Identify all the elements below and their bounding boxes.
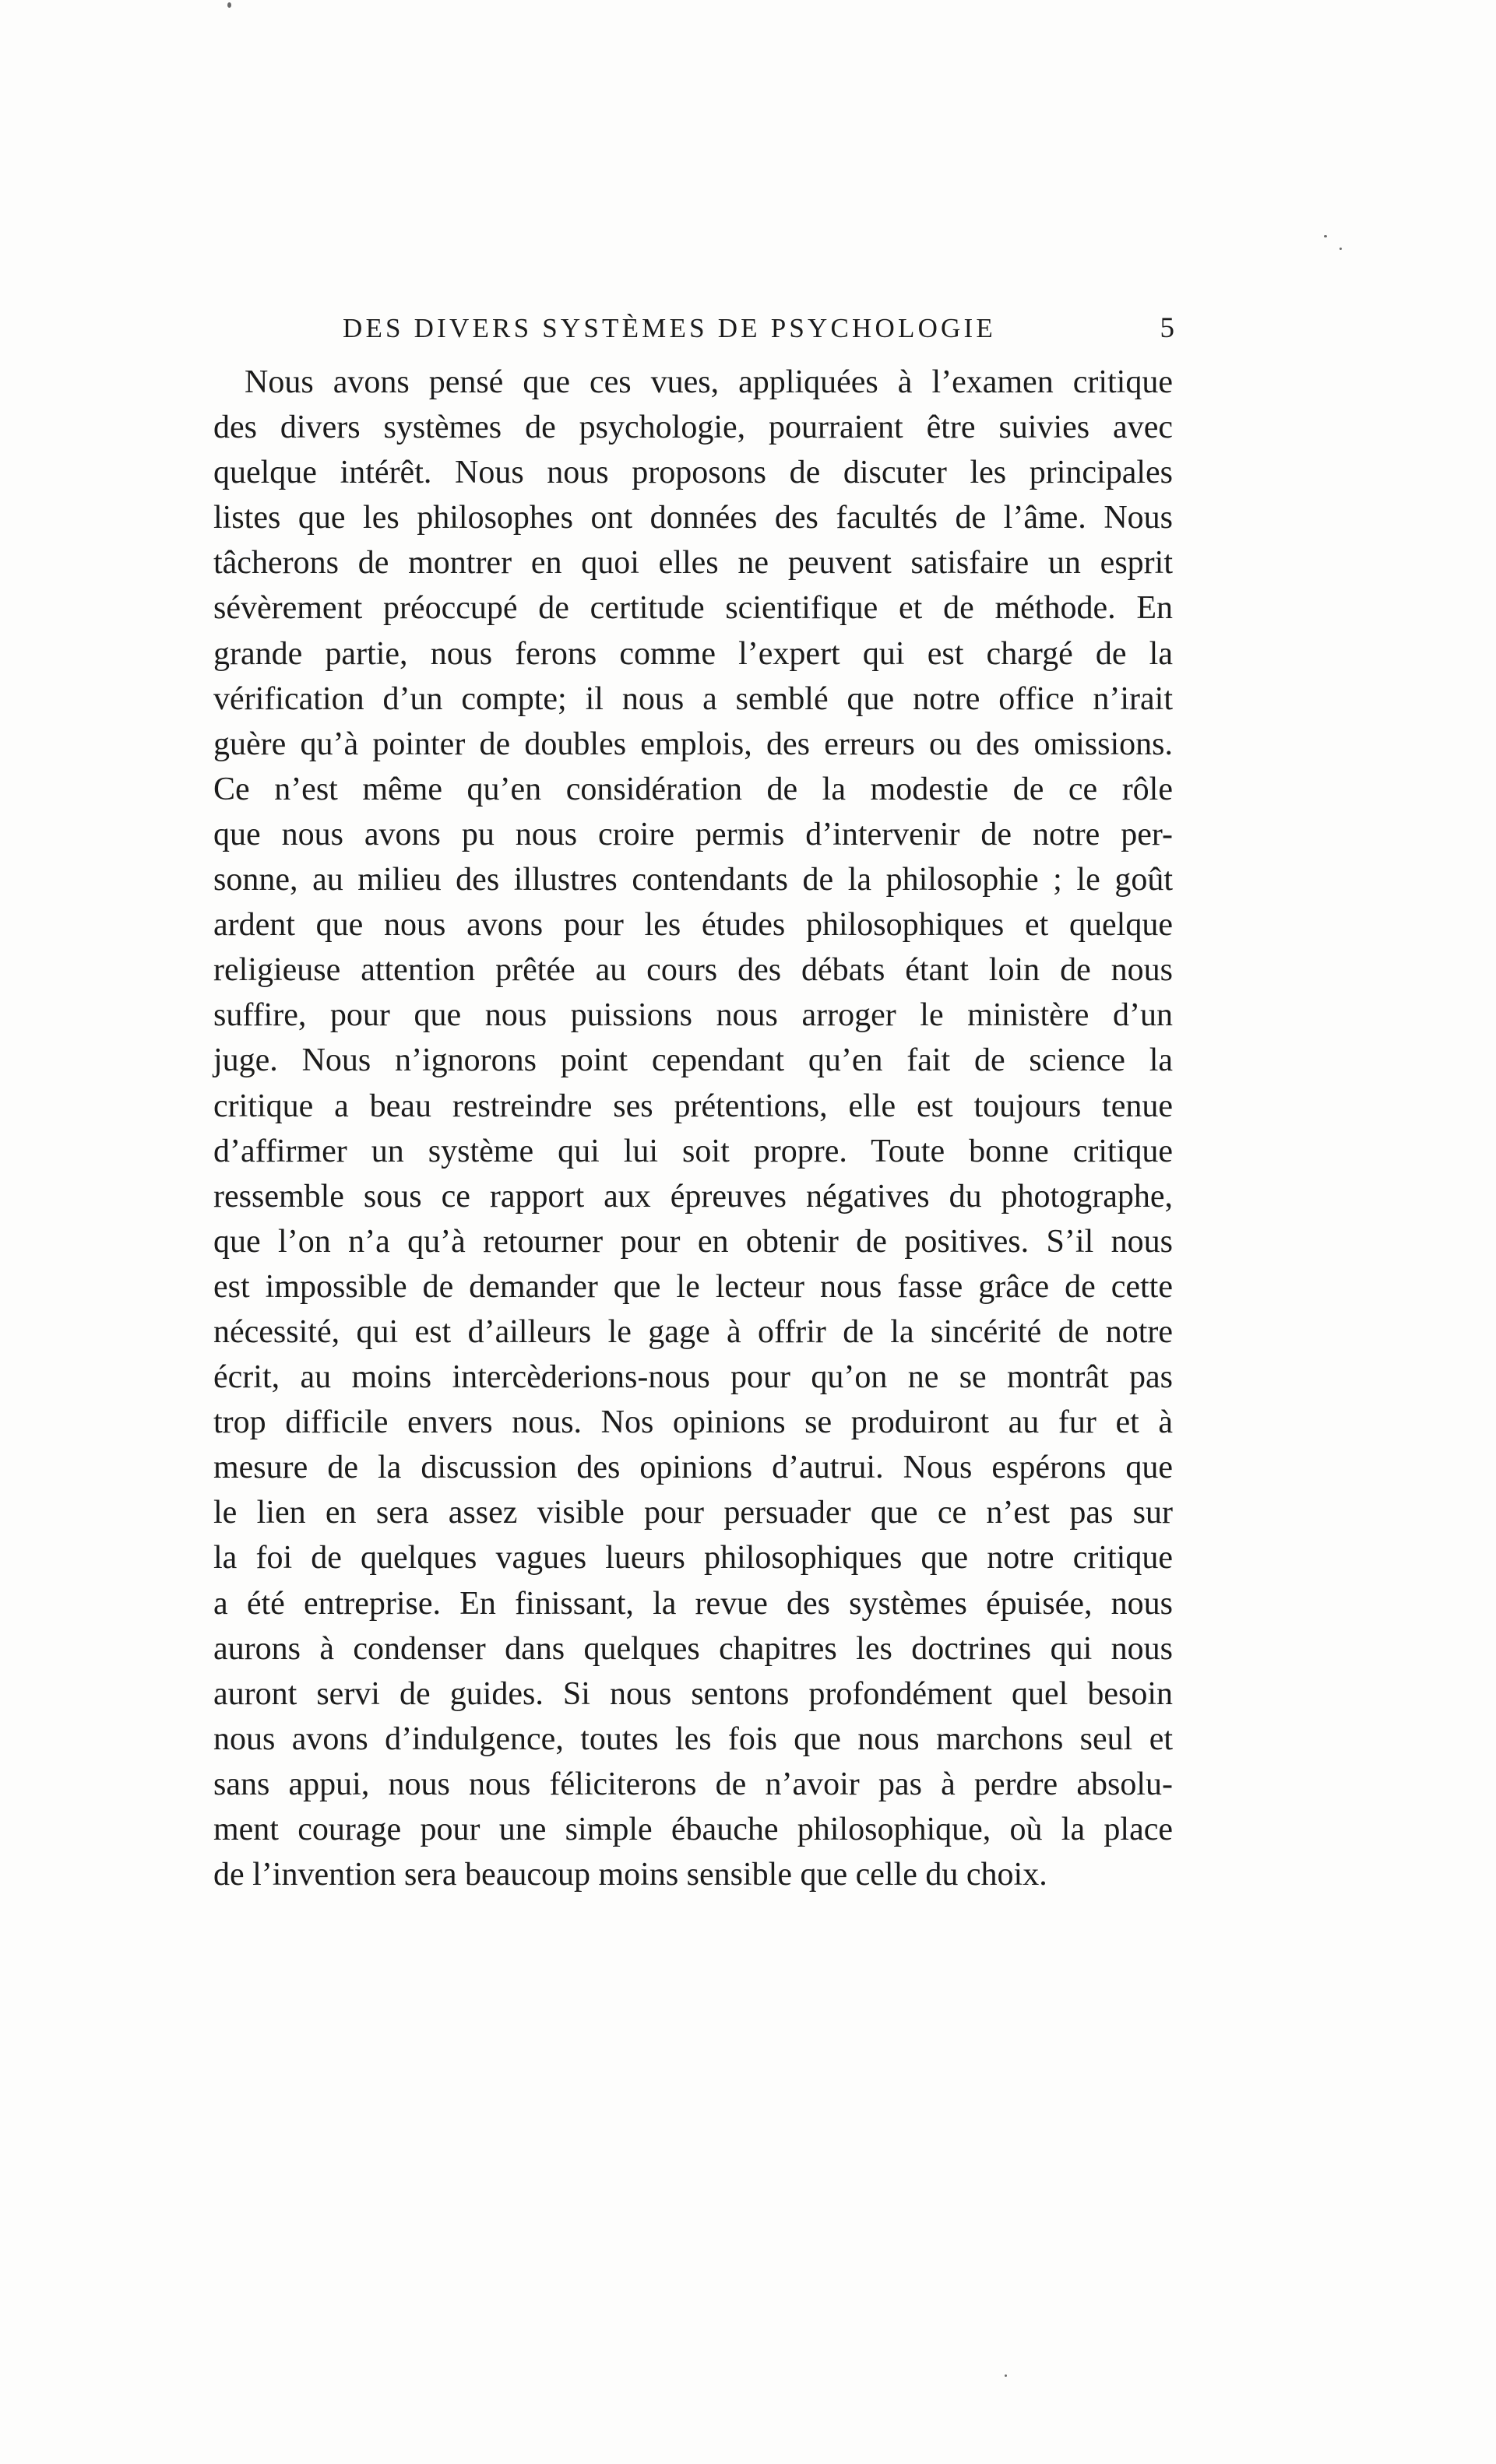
text-line: religieuse attention prêtée au cours des débats étant loin de nous bbox=[213, 952, 1173, 989]
text-line: d’affirmer un système qui lui soit propre. Toute bonne critique bbox=[213, 1133, 1173, 1169]
text-line: est impossible de demander que le lecteur nous fasse grâce de cette bbox=[213, 1268, 1173, 1305]
text-line: nécessité, qui est d’ailleurs le gage à offrir de la sincérité de notre bbox=[213, 1313, 1173, 1350]
text-line: critique a beau restreindre ses prétentions, elle est toujours tenue bbox=[213, 1088, 1173, 1124]
text-line: ment courage pour une simple ébauche philosophique, où la place bbox=[213, 1812, 1173, 1847]
text-line: de l’invention sera beaucoup moins sensible que celle du choix. bbox=[213, 1857, 1047, 1893]
print-speck bbox=[1339, 248, 1342, 250]
text-line: Nous avons pensé que ces vues, appliquées à l’examen critique bbox=[245, 364, 1173, 400]
text-line: écrit, au moins intercèderions-nous pour qu’on ne se montrât pas bbox=[213, 1359, 1173, 1396]
text-line: que nous avons pu nous croire permis d’intervenir de notre per- bbox=[213, 816, 1173, 852]
text-line: sonne, au milieu des illustres contendants de la philosophie ; le goût bbox=[213, 862, 1173, 898]
text-line: la foi de quelques vagues lueurs philosophiques que notre critique bbox=[213, 1540, 1173, 1576]
text-line: auront servi de guides. Si nous sentons profondément quel besoin bbox=[213, 1675, 1173, 1712]
running-head bbox=[210, 310, 1174, 347]
text-line: aurons à condenser dans quelques chapitres les doctrines qui nous bbox=[213, 1630, 1173, 1667]
text-line: vérification d’un compte; il nous a semblé que notre office n’irait bbox=[213, 680, 1173, 717]
text-line: guère qu’à pointer de doubles emplois, des erreurs ou des omissions. bbox=[213, 726, 1173, 762]
text-line: Ce n’est même qu’en considération de la modestie de ce rôle bbox=[213, 771, 1173, 807]
text-line: tâcherons de montrer en quoi elles ne peuvent satisfaire un esprit bbox=[213, 545, 1173, 582]
text-line: suffire, pour que nous puissions nous arroger le ministère d’un bbox=[213, 997, 1173, 1034]
print-speck bbox=[1005, 2374, 1007, 2377]
text-line: juge. Nous n’ignorons point cependant qu’en fait de science la bbox=[213, 1042, 1173, 1079]
text-line: listes que les philosophes ont données des facultés de l’âme. Nous bbox=[213, 500, 1173, 536]
text-line: quelque intérêt. Nous nous proposons de discuter les principales bbox=[213, 455, 1173, 491]
running-title: DES DIVERS SYSTÈMES DE PSYCHOLOGIE bbox=[343, 313, 996, 343]
text-line: sévèrement préoccupé de certitude scientifique et de méthode. En bbox=[213, 590, 1173, 627]
text-line: des divers systèmes de psychologie, pourraient être suivies avec bbox=[213, 409, 1173, 446]
body-text bbox=[213, 360, 1173, 1897]
text-line: sans appui, nous nous féliciterons de n’avoir pas à perdre absolu- bbox=[213, 1766, 1173, 1802]
text-line: grande partie, nous ferons comme l’expert qui est chargé de la bbox=[213, 635, 1173, 672]
text-line: mesure de la discussion des opinions d’autrui. Nous espérons que bbox=[213, 1450, 1173, 1486]
print-speck bbox=[1324, 235, 1327, 237]
text-line: a été entreprise. En finissant, la revue des systèmes épuisée, nous bbox=[213, 1585, 1173, 1622]
text-line: nous avons d’indulgence, toutes les fois que nous marchons seul et bbox=[213, 1721, 1173, 1757]
text-line: ardent que nous avons pour les études philosophiques et quelque bbox=[213, 907, 1173, 944]
text-line: ressemble sous ce rapport aux épreuves négatives du photographe, bbox=[213, 1178, 1173, 1214]
text-line: le lien en sera assez visible pour persuader que ce n’est pas sur bbox=[213, 1495, 1173, 1531]
text-line: que l’on n’a qu’à retourner pour en obtenir de positives. S’il nous bbox=[213, 1223, 1173, 1260]
page-number: 5 bbox=[1160, 312, 1174, 344]
print-speck bbox=[227, 2, 231, 8]
text-line: trop difficile envers nous. Nos opinions se produiront au fur et à bbox=[213, 1404, 1173, 1441]
